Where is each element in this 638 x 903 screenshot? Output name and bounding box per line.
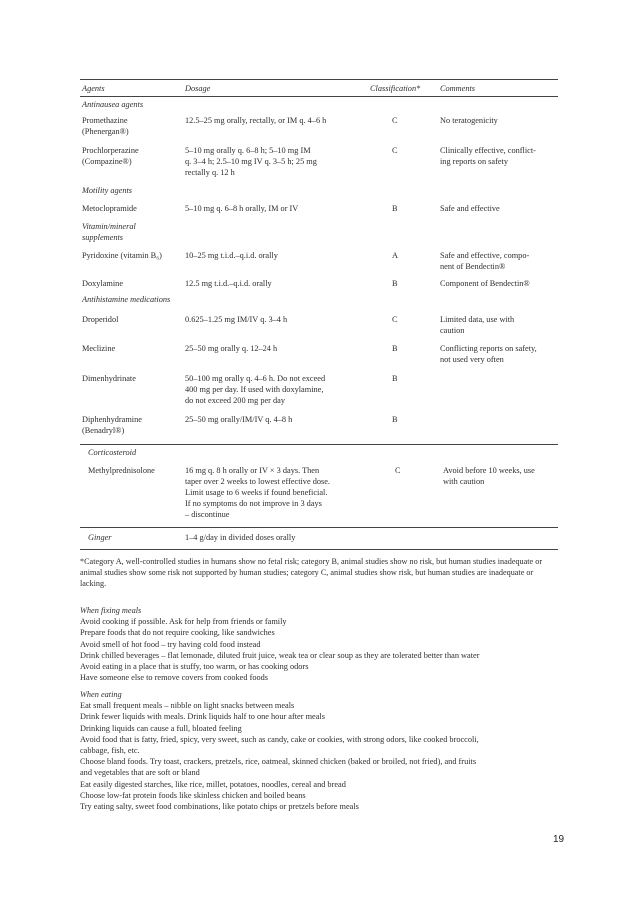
row-comment: Clinically effective, conflict- ing reports on safety [440, 146, 536, 166]
row-agent: Droperidol [82, 315, 119, 324]
row-classification: A [392, 251, 398, 260]
list-item: and vegetables that are soft or bland [80, 768, 200, 778]
header-dosage: Dosage [185, 84, 211, 93]
meals-section [80, 605, 560, 683]
list-item: Eat easily digested starches, like rice, millet, potatoes, noodles, cereal and bread [80, 779, 346, 789]
row-dosage: 10–25 mg t.i.d.–q.i.d. orally [185, 251, 278, 260]
list-item: Avoid cooking if possible. Ask for help from friends or family [80, 617, 287, 627]
row-classification: C [392, 116, 398, 125]
row-dosage: 12.5 mg t.i.d.–q.i.d. orally [185, 279, 272, 288]
header-comments: Comments [440, 84, 476, 93]
table-bottom-rule [80, 549, 558, 550]
row-comment: Conflicting reports on safety, not used very often [440, 344, 537, 364]
row-agent: Diphenhydramine (Benadryl®) [82, 415, 142, 435]
row-dosage: 50–100 mg orally q. 4–6 h. Do not exceed 400 mg per day. If used with doxylamine, do not exceed 200 mg per day [185, 374, 326, 405]
section-antihistamine: Antihistamine medications [82, 295, 171, 304]
row-agent: Prochlorperazine (Compazine®) [82, 146, 139, 166]
list-item: Avoid smell of hot food – try having cold food instead [80, 639, 261, 649]
section-antinausea: Antinausea agents [82, 100, 144, 109]
row-classification: B [392, 279, 398, 288]
row-classification: C [392, 146, 398, 155]
row-agent: Doxylamine [82, 279, 124, 288]
row-dosage: 0.625–1.25 mg IM/IV q. 3–4 h [185, 315, 288, 324]
table-top-rule [80, 79, 558, 80]
section-corticosteroid: Corticosteroid [88, 448, 137, 457]
list-item: Try eating salty, sweet food combinations, like potato chips or pretzels before meals [80, 802, 359, 812]
eating-section [80, 689, 560, 812]
row-agent: Promethazine (Phenergan®) [82, 116, 129, 136]
row-classification: C [395, 466, 401, 475]
row-classification: B [392, 344, 398, 353]
list-item: Avoid eating in a place that is stuffy, too warm, or has cooking odors [80, 662, 309, 672]
row-comment: Safe and effective, compo- nent of Bendectin® [440, 251, 530, 271]
row-agent: Pyridoxine (vitamin B₆) [82, 251, 162, 260]
list-item: Choose low-fat protein foods like skinless chicken and boiled beans [80, 790, 306, 800]
row-dosage: 25–50 mg orally/IM/IV q. 4–8 h [185, 415, 293, 424]
row-agent: Metoclopramide [82, 204, 137, 213]
list-item: cabbage, fish, etc. [80, 746, 140, 756]
header-classification: Classification* [370, 84, 421, 93]
list-item: Drinking liquids can cause a full, bloated feeling [80, 723, 242, 733]
row-classification: B [392, 204, 398, 213]
list-item: Avoid food that is fatty, fried, spicy, very sweet, such as candy, cake or cookies, with strong odors, like cooked broccoli, [80, 734, 479, 744]
row-classification: B [392, 374, 398, 383]
list-item: Choose bland foods. Try toast, crackers, pretzels, rice, oatmeal, skinned chicken (baked or broiled, not fried), and fruits [80, 757, 477, 767]
section-rule [80, 444, 558, 445]
list-item: Have someone else to remove covers from cooked foods [80, 673, 269, 683]
row-agent: Meclizine [82, 344, 116, 353]
row-agent: Methylprednisolone [88, 466, 155, 475]
row-agent: Ginger [88, 533, 112, 542]
list-item: Eat small frequent meals – nibble on light snacks between meals [80, 701, 295, 711]
section-rule [80, 527, 558, 528]
header-agents: Agents [82, 84, 105, 93]
row-classification: B [392, 415, 398, 424]
header-rule [80, 96, 558, 97]
row-agent: Dimenhydrinate [82, 374, 136, 383]
row-dosage: 16 mg q. 8 h orally or IV × 3 days. Then taper over 2 weeks to lowest effective dose. Limit usage to 6 weeks if found beneficial. If no symptoms do not improve in 3 days – discontinue [185, 466, 330, 519]
list-item: Drink chilled beverages – flat lemonade, diluted fruit juice, weak tea or clear soup as they are tolerated better than water [80, 650, 480, 660]
page-number: 19 [553, 834, 565, 845]
row-dosage: 25–50 mg orally q. 12–24 h [185, 344, 278, 353]
row-comment: Component of Bendectin® [440, 279, 530, 288]
row-classification: C [392, 315, 398, 324]
section-motility: Motility agents [82, 186, 133, 195]
row-dosage: 12.5–25 mg orally, rectally, or IM q. 4–6 h [185, 116, 327, 125]
row-dosage: 5–10 mg orally q. 6–8 h; 5–10 mg IM q. 3–4 h; 2.5–10 mg IV q. 3–5 h; 25 mg rectally q. 12 h [185, 146, 317, 177]
table-footnote: *Category A, well-controlled studies in humans show no fetal risk; category B, animal studies show no risk, but human studies inadequate or animal studies show some risk not supported by human studies; category C, animal studies show risk, but human studies are inadequate or lacking. [80, 557, 543, 588]
row-comment: Limited data, use with caution [440, 315, 515, 335]
row-dosage: 5–10 mg q. 6–8 h orally, IM or IV [185, 204, 299, 213]
list-item: Prepare foods that do not require cooking, like sandwiches [80, 628, 275, 638]
row-comment: No teratogenicity [440, 116, 498, 125]
meals-heading: When fixing meals [80, 606, 142, 615]
section-vitamin: Vitamin/mineral supplements [82, 222, 136, 242]
eating-heading: When eating [80, 690, 122, 699]
row-comment: Safe and effective [440, 204, 500, 213]
row-dosage: 1–4 g/day in divided doses orally [185, 533, 296, 542]
row-comment: Avoid before 10 weeks, use with caution [443, 466, 535, 486]
list-item: Drink fewer liquids with meals. Drink liquids half to one hour after meals [80, 712, 325, 722]
